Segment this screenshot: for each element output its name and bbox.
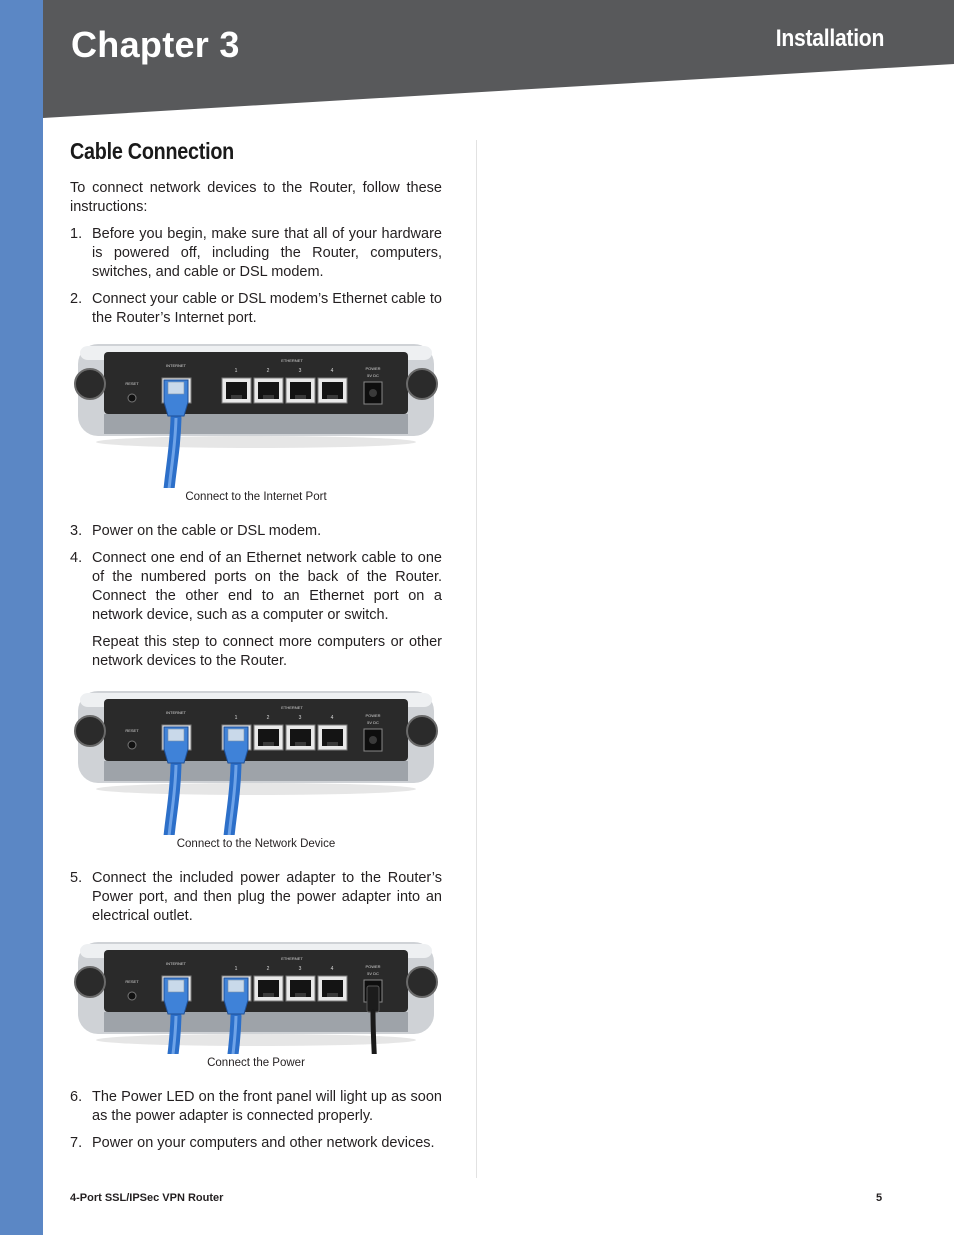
port-number-1: 1 [234, 966, 238, 972]
power-jack-pin [369, 389, 377, 397]
intro-paragraph: To connect network devices to the Router, follow these instructions: [70, 180, 442, 215]
lan-port-4-latch [327, 993, 338, 997]
port-number-4: 4 [330, 715, 334, 721]
router-bottom-trim [104, 414, 408, 434]
router-shadow [96, 783, 416, 795]
reset-button [128, 741, 136, 749]
step-text: Connect the included power adapter to the Router’s Power port, and then plug the power adapter into an electrical outlet. [92, 870, 442, 924]
step-text: Power on the cable or DSL modem. [92, 523, 322, 539]
step-number: 2. [70, 291, 83, 307]
side-accent-bar [0, 0, 43, 1235]
power-label: POWER [365, 366, 381, 371]
port-number-4: 4 [330, 368, 334, 374]
port-number-3: 3 [298, 368, 302, 374]
step-text: The Power LED on the front panel will light up as soon as the power adapter is connected properly. [92, 1089, 442, 1124]
reset-label: RESET [125, 979, 139, 984]
right-foot [407, 716, 437, 746]
footer-page-number: 5 [876, 1192, 883, 1204]
step-text: Before you begin, make sure that all of your hardware is powered off, including the Router, computers, switches, and cable or DSL modem. [92, 226, 442, 280]
internet-label: INTERNET [166, 363, 186, 368]
step-text: Connect your cable or DSL modem’s Ethernet cable to the Router’s Internet port. [92, 291, 442, 326]
port-number-4: 4 [330, 966, 334, 972]
step-number: 1. [70, 226, 83, 242]
lan-port-2-latch [263, 395, 274, 399]
footer-product-name: 4-Port SSL/IPSec VPN Router [70, 1192, 224, 1204]
right-foot [407, 967, 437, 997]
figure-internet-port [70, 342, 442, 504]
step-number: 4. [70, 550, 83, 566]
figure-caption: Connect to the Network Device [176, 838, 336, 850]
step-2 [70, 290, 442, 328]
port-number-2: 2 [266, 966, 270, 972]
router-shadow [96, 436, 416, 448]
step-4-note: Repeat this step to connect more computers or other network devices to the Router. [92, 634, 442, 669]
step-7 [70, 1134, 442, 1153]
router-shadow [96, 1034, 416, 1046]
ethernet-label: ETHERNET [281, 956, 303, 961]
step-1 [70, 225, 442, 282]
ethernet-label: ETHERNET [281, 358, 303, 363]
lan-port-4-latch [327, 395, 338, 399]
port-number-3: 3 [298, 966, 302, 972]
step-6 [70, 1088, 442, 1126]
step-number: 3. [70, 523, 83, 539]
port-number-2: 2 [266, 715, 270, 721]
port-number-1: 1 [234, 368, 238, 374]
voltage-label: 5V DC [367, 971, 379, 976]
lan-port-4-latch [327, 742, 338, 746]
lan-port-2-latch [263, 993, 274, 997]
step-5 [70, 869, 442, 926]
figure-network-device [70, 689, 442, 851]
lan-port-2-latch [263, 742, 274, 746]
router-rear-illustration [70, 689, 442, 835]
page-heading: Cable Connection [70, 138, 235, 164]
power-label: POWER [365, 964, 381, 969]
section-title: Installation [775, 25, 884, 52]
port-number-1: 1 [234, 715, 238, 721]
step-4 [70, 549, 442, 625]
lan-port-3-latch [295, 742, 306, 746]
voltage-label: 5V DC [367, 373, 379, 378]
figure-power [70, 940, 442, 1070]
lan1-plug-contacts [228, 729, 244, 741]
internet-label: INTERNET [166, 710, 186, 715]
right-foot [407, 369, 437, 399]
reset-button [128, 992, 136, 1000]
port-number-2: 2 [266, 368, 270, 374]
power-jack-pin [369, 736, 377, 744]
step-number: 6. [70, 1089, 83, 1105]
internet-plug-contacts [168, 729, 184, 741]
lan1-plug-contacts [228, 980, 244, 992]
left-foot [75, 967, 105, 997]
lan-port-3-latch [295, 993, 306, 997]
voltage-label: 5V DC [367, 720, 379, 725]
router-rear-illustration [70, 940, 442, 1054]
step-3 [70, 522, 442, 541]
internet-plug-contacts [168, 980, 184, 992]
router-bottom-trim [104, 761, 408, 781]
port-number-3: 3 [298, 715, 302, 721]
figure-caption: Connect to the Internet Port [185, 491, 327, 503]
chapter-title: Chapter 3 [71, 24, 240, 65]
router-rear-illustration [70, 342, 442, 488]
step-number: 5. [70, 870, 83, 886]
internet-label: INTERNET [166, 961, 186, 966]
power-plug [367, 986, 379, 1012]
step-text: Power on your computers and other network devices. [92, 1135, 435, 1151]
ethernet-label: ETHERNET [281, 705, 303, 710]
reset-label: RESET [125, 728, 139, 733]
reset-button [128, 394, 136, 402]
router-bottom-trim [104, 1012, 408, 1032]
left-foot [75, 716, 105, 746]
figure-caption: Connect the Power [207, 1057, 305, 1069]
left-foot [75, 369, 105, 399]
power-label: POWER [365, 713, 381, 718]
column-divider [476, 140, 477, 1178]
lan-port-1-latch [231, 395, 242, 399]
step-number: 7. [70, 1135, 83, 1151]
step-text: Connect one end of an Ethernet network cable to one of the numbered ports on the back of the Router. Connect the other end to an Ethernet port on a network device, such as a computer or switch. [92, 550, 442, 623]
main-column [70, 136, 442, 1161]
lan-port-3-latch [295, 395, 306, 399]
internet-plug-contacts [168, 382, 184, 394]
reset-label: RESET [125, 381, 139, 386]
